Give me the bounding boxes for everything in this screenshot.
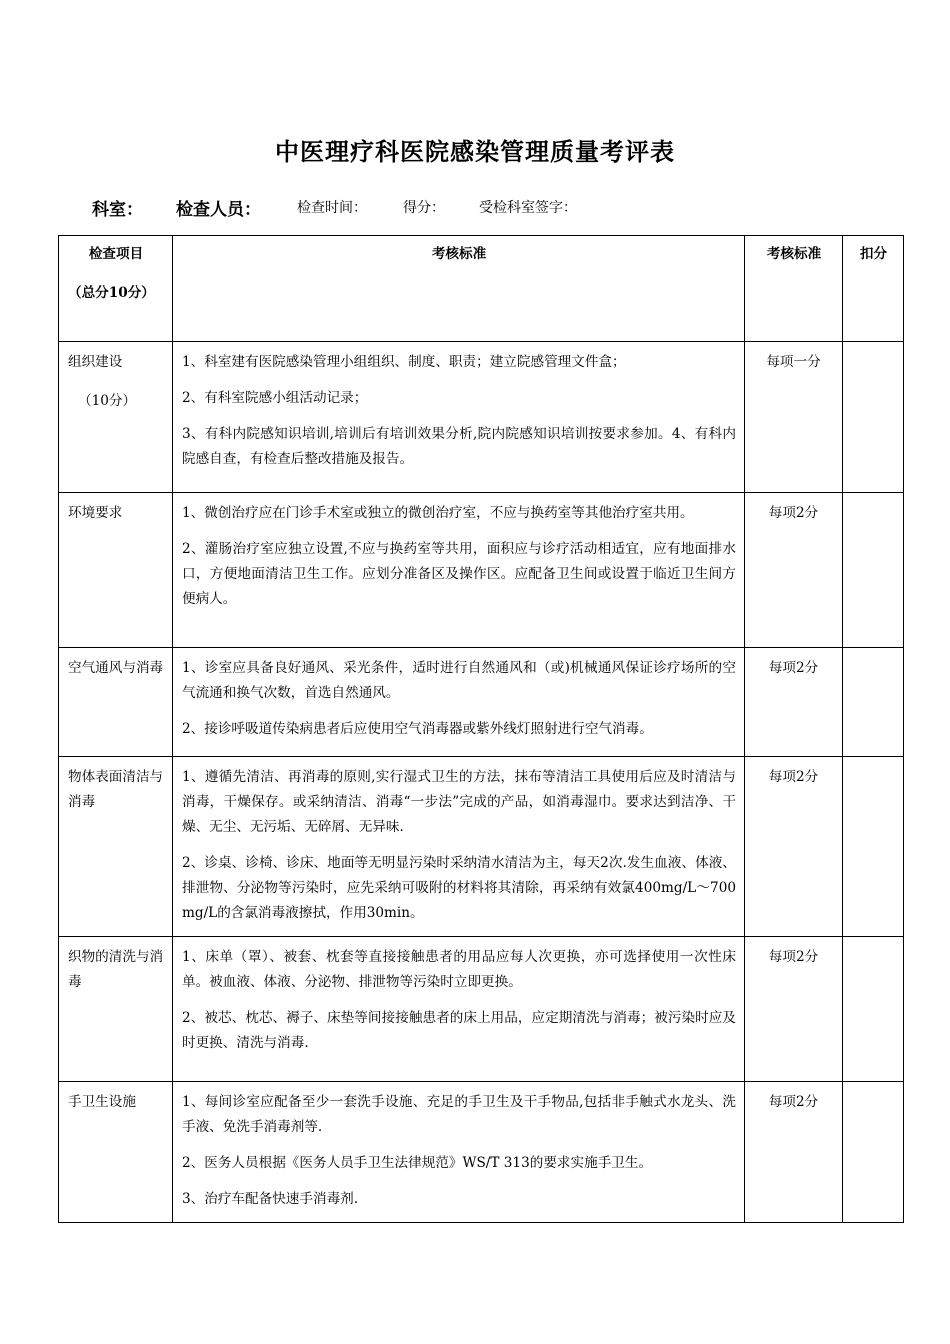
- table-row: [59, 648, 904, 757]
- standard-paragraph: 1、诊室应具备良好通风、采光条件，适时进行自然通风和（或)机械通风保证诊疗场所的空气流通和换气次数，首选自然通风。: [182, 660, 736, 701]
- table-row: [59, 342, 904, 493]
- row-item: [59, 342, 173, 493]
- row-item-label: 手卫生设施: [68, 1094, 136, 1110]
- table-row: [59, 937, 904, 1082]
- row-deduct-cell[interactable]: [843, 342, 904, 493]
- row-scoring: 每项2分: [745, 757, 843, 937]
- page-title: 中医理疗科医院感染管理质量考评表: [275, 137, 675, 166]
- standard-paragraph: 1、每间诊室应配备至少一套洗手设施、充足的手卫生及干手物品,包括非手触式水龙头、洗手液、免洗手消毒剂等.: [182, 1094, 736, 1135]
- row-item: [59, 648, 173, 757]
- row-deduct-cell[interactable]: [843, 493, 904, 648]
- header-standard: 考核标准: [173, 236, 745, 342]
- row-standard: [173, 1082, 745, 1223]
- header-scoring: 考核标准: [745, 236, 843, 342]
- row-item: [59, 493, 173, 648]
- row-item: [59, 757, 173, 937]
- row-standard: [173, 757, 745, 937]
- row-scoring: 每项2分: [745, 648, 843, 757]
- row-standard: [173, 648, 745, 757]
- row-item-label: 环境要求: [68, 505, 123, 521]
- table-header-row: [59, 236, 904, 342]
- row-item-subscore: （10分）: [78, 393, 137, 409]
- row-standard: [173, 342, 745, 493]
- row-scoring: 每项2分: [745, 937, 843, 1082]
- inspection-time-label: 检查时间：: [297, 200, 367, 216]
- table-row: [59, 757, 904, 937]
- row-scoring: 每项2分: [745, 493, 843, 648]
- standard-paragraph: 1、微创治疗应在门诊手术室或独立的微创治疗室，不应与换药室等其他治疗室共用。: [182, 505, 694, 521]
- row-item-label: 织物的清洗与消毒: [68, 949, 164, 990]
- standard-paragraph: 1、床单（罩）、被套、枕套等直接接触患者的用品应每人次更换，亦可选择使用一次性床单。被血液、体液、分泌物、排泄物等污染时立即更换。: [182, 949, 736, 990]
- standard-paragraph: 2、灌肠治疗室应独立设置,不应与换药室等共用，面积应与诊疗活动相适宜，应有地面排水口，方便地面清洁卫生工作。应划分准备区及操作区。应配备卫生间或设置于临近卫生间方便病人。: [182, 541, 736, 607]
- signature-label: 受检科室签字：: [479, 200, 577, 216]
- row-deduct-cell[interactable]: [843, 648, 904, 757]
- row-deduct-cell[interactable]: [843, 1082, 904, 1223]
- row-standard: [173, 493, 745, 648]
- score-label: 得分：: [403, 200, 445, 216]
- header-item-total: （总分10分）: [68, 285, 155, 301]
- header-item-label: 检查项目: [88, 246, 144, 262]
- row-standard: [173, 937, 745, 1082]
- row-item-label: 物体表面清洁与消毒: [68, 769, 164, 810]
- row-deduct-cell[interactable]: [843, 937, 904, 1082]
- standard-paragraph: 1、科室建有医院感染管理小组组织、制度、职责；建立院感管理文件盒；: [182, 354, 626, 370]
- standard-paragraph: 2、有科室院感小组活动记录；: [182, 390, 368, 406]
- header-deduct: 扣分: [843, 236, 904, 342]
- standard-paragraph: 2、被芯、枕芯、褥子、床垫等间接接触患者的床上用品，应定期清洗与消毒；被污染时应及时更换、清洗与消毒.: [182, 1010, 736, 1051]
- standard-paragraph: 1、遵循先清洁、再消毒的原则,实行湿式卫生的方法，抹布等清洁工具使用后应及时清洁与消毒，干燥保存。或采纳清洁、消毒“一步法”完成的产品，如消毒湿巾。要求达到洁净、干燥、无尘、无污垢、无碎屑、无异味.: [182, 769, 736, 835]
- standard-paragraph: 2、诊桌、诊椅、诊床、地面等无明显污染时采纳清水清洁为主，每天2次.发生血液、体液、排泄物、分泌物等污染时，应先采纳可吸附的材料将其清除，再采纳有效氯400mg/L～700 mg/L的含氯消毒液擦拭，作用30min。: [182, 855, 736, 921]
- standard-paragraph: 2、医务人员根据《医务人员手卫生法律规范》WS/T 313的要求实施手卫生。: [182, 1155, 653, 1171]
- row-item-label: 空气通风与消毒: [68, 660, 164, 676]
- row-deduct-cell[interactable]: [843, 757, 904, 937]
- standard-paragraph: 3、治疗车配备快速手消毒剂.: [182, 1191, 359, 1207]
- header-fields: [92, 193, 577, 221]
- row-item: [59, 937, 173, 1082]
- evaluation-table: [58, 235, 904, 1223]
- row-item-label: 组织建设: [68, 354, 123, 370]
- table-row: [59, 1082, 904, 1223]
- row-item: [59, 1082, 173, 1223]
- standard-paragraph: 2、接诊呼吸道传染病患者后应使用空气消毒器或紫外线灯照射进行空气消毒。: [182, 721, 653, 737]
- inspector-label: 检查人员：: [176, 199, 261, 220]
- header-item: [59, 236, 173, 342]
- table-row: [59, 493, 904, 648]
- standard-paragraph: 3、有科内院感知识培训,培训后有培训效果分析,院内院感知识培训按要求参加。4、有科内院感自查，有检查后整改措施及报告。: [182, 426, 736, 467]
- row-scoring: 每项2分: [745, 1082, 843, 1223]
- dept-label: 科室：: [92, 199, 143, 220]
- row-scoring: 每项一分: [745, 342, 843, 493]
